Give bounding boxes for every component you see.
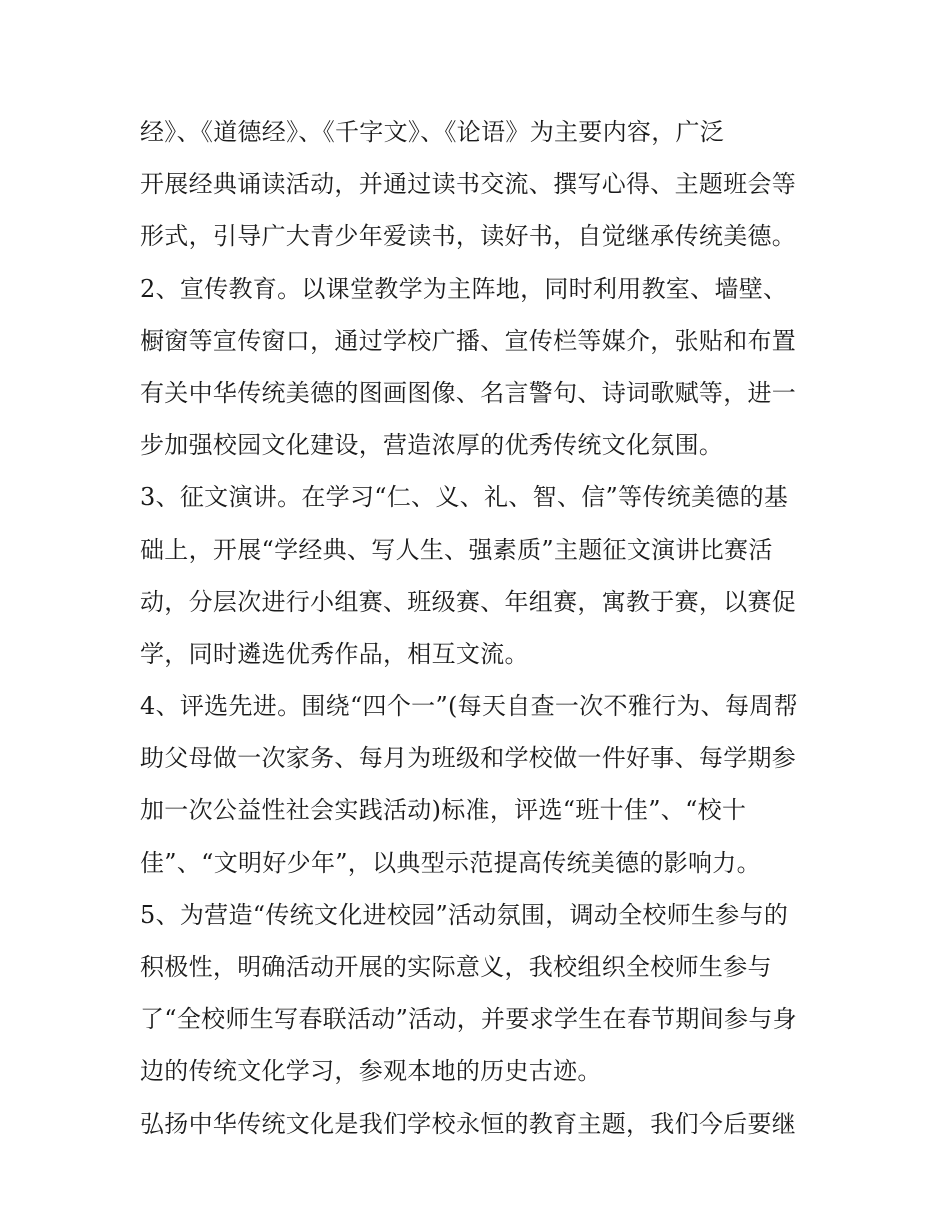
text-line: 形式，引导广大青少年爱读书，读好书，自觉继承传统美德。 xyxy=(140,222,797,251)
text-line: 加一次公益性社会实践活动)标准，评选“班十佳”、“校十 xyxy=(140,796,747,825)
text-line: 步加强校园文化建设，营造浓厚的优秀传统文化氛围。 xyxy=(140,431,724,460)
text-line: 积极性，明确活动开展的实际意义，我校组织全校师生参与 xyxy=(140,953,772,981)
text-line: 础上，开展“学经典、写人生、强素质”主题征文演讲比赛活 xyxy=(140,535,773,564)
body-text xyxy=(140,106,830,1150)
text-line: 助父母做一次家务、每月为班级和学校做一件好事、每学期参 xyxy=(140,744,797,773)
text-line: 动，分层次进行小组赛、班级赛、年组赛，寓教于赛，以赛促 xyxy=(140,587,797,616)
text-line: 橱窗等宣传窗口，通过学校广播、宣传栏等媒介，张贴和布置 xyxy=(140,326,797,355)
text-line: 有关中华传统美德的图画图像、名言警句、诗词歌赋等，进一 xyxy=(140,378,797,407)
text-line: 4、评选先进。围绕“四个一”(每天自查一次不雅行为、每周帮 xyxy=(140,692,798,721)
text-line: 开展经典诵读活动，并通过读书交流、撰写心得、主题班会等 xyxy=(140,170,797,199)
text-line: 佳”、“文明好少年”，以典型示范提高传统美德的影响力。 xyxy=(140,848,761,877)
text-line: 边的传统文化学习，参观本地的历史古迹。 xyxy=(140,1057,602,1086)
text-line: 弘扬中华传统文化是我们学校永恒的教育主题，我们今后要继 xyxy=(140,1109,797,1138)
text-line: 2、宣传教育。以课堂教学为主阵地，同时利用教室、墙壁、 xyxy=(140,274,788,303)
text-line: 学，同时遴选优秀作品，相互文流。 xyxy=(140,639,529,668)
text-line: 5、为营造“传统文化进校园”活动氛围，调动全校师生参与的 xyxy=(140,900,789,929)
text-line: 经》、《道德经》、《千字文》、《论语》为主要内容，广泛 xyxy=(140,118,725,146)
text-line: 3、征文演讲。在学习“仁、义、礼、智、信”等传统美德的基 xyxy=(140,483,789,512)
text-line: 了“全校师生写春联活动”活动，并要求学生在春节期间参与身 xyxy=(140,1005,797,1034)
